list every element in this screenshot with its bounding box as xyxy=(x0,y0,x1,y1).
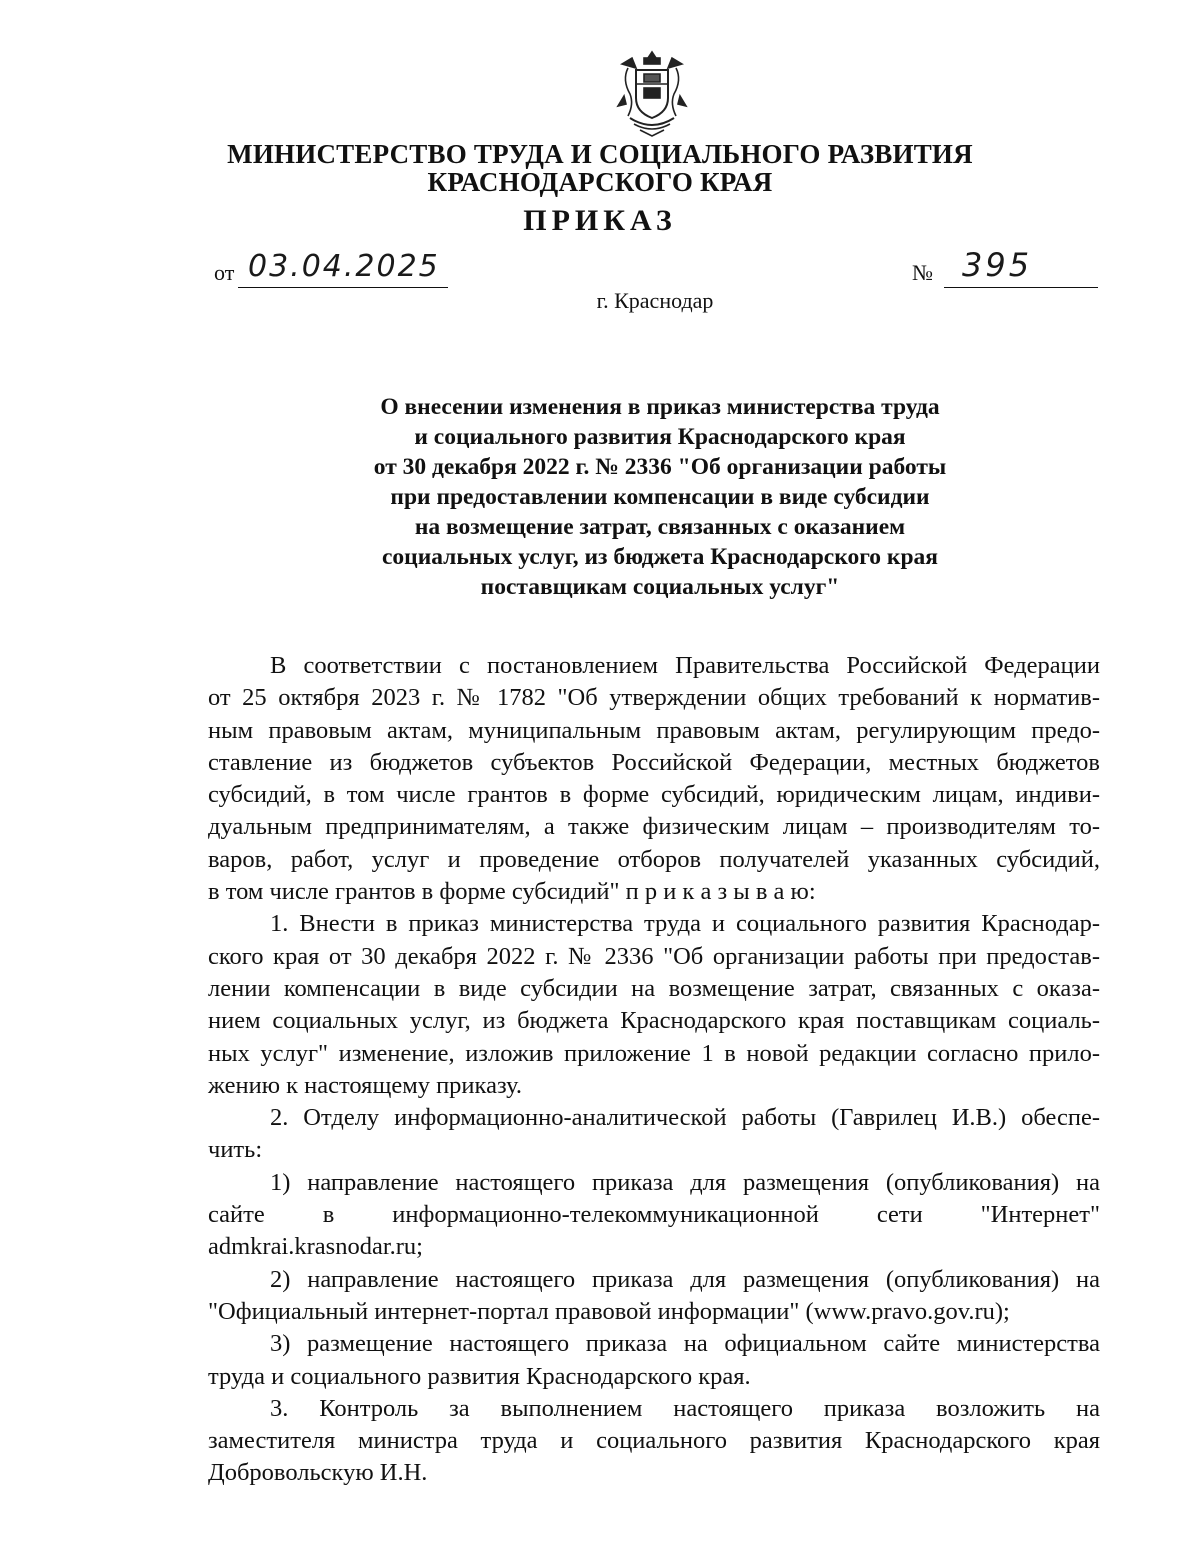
subject-line: и социального развития Краснодарского края xyxy=(414,424,906,450)
date-value-handwritten: 03.04.2025 xyxy=(248,249,440,284)
subject-line: от 30 декабря 2022 г. № 2336 "Об организации работы xyxy=(373,454,947,480)
body-line: ных услуг" изменение, изложив приложение 1 в новой редакции согласно прило- xyxy=(208,1039,1100,1067)
body-line: заместителя министра труда и социального развития Краснодарского края xyxy=(208,1427,1100,1455)
document-type-title: ПРИКАЗ xyxy=(523,204,677,237)
order-number xyxy=(912,246,1100,290)
body-line: ставление из бюджетов субъектов Российской Федерации, местных бюджетов xyxy=(208,748,1100,776)
preamble-paragraph xyxy=(208,650,1100,908)
body-line: Добровольскую И.Н. xyxy=(208,1459,428,1487)
item-3-paragraph xyxy=(208,1393,1100,1490)
number-value-handwritten: 395 xyxy=(962,246,1033,284)
item-2-1-paragraph xyxy=(208,1167,1100,1264)
body-line: 3. Контроль за выполнением настоящего приказа возложить на xyxy=(270,1394,1100,1422)
body-line: лении компенсации в виде субсидии на возмещение затрат, связанных с оказа- xyxy=(208,974,1100,1002)
item-2-3-paragraph xyxy=(208,1328,1100,1393)
body-line: admkrai.krasnodar.ru; xyxy=(208,1233,423,1261)
ministry-name-line-2: КРАСНОДАРСКОГО КРАЯ xyxy=(427,167,773,197)
subject-line: поставщикам социальных услуг" xyxy=(480,574,840,600)
body-line: сайте в информационно-телекоммуникационной сети "Интернет" xyxy=(208,1201,1100,1229)
body-line: "Официальный интернет-портал правовой информации" (www.pravo.gov.ru); xyxy=(208,1297,1010,1325)
body-line: 1) направление настоящего приказа для размещения (опубликования) на xyxy=(270,1168,1100,1196)
body-line: от 25 октября 2023 г. № 1782 "Об утверждении общих требований к норматив- xyxy=(208,684,1100,712)
body-line: В соответствии с постановлением Правительства Российской Федерации xyxy=(270,652,1100,679)
ministry-name xyxy=(0,140,1200,196)
item-1-paragraph xyxy=(208,908,1100,1102)
order-date xyxy=(214,250,454,290)
item-2-paragraph xyxy=(208,1102,1100,1167)
body-line: ным правовым актам, муниципальным правовым актам, регулирующим предо- xyxy=(208,716,1100,744)
body-line: жению к настоящему приказу. xyxy=(208,1071,523,1099)
number-prefix: № xyxy=(912,260,933,285)
body-line: 2) направление настоящего приказа для размещения (опубликования) на xyxy=(270,1265,1100,1293)
body-line: нием социальных услуг, из бюджета Краснодарского края поставщикам социаль- xyxy=(208,1007,1100,1035)
order-body xyxy=(208,650,1100,1490)
subject-line: О внесении изменения в приказ министерства труда xyxy=(380,394,940,420)
body-line: варов, работ, услуг и проведение отборов получателей указанных субсидий, xyxy=(208,845,1100,873)
body-line: субсидий, в том числе грантов в форме субсидий, юридическим лицам, индиви- xyxy=(208,781,1100,809)
body-line: дуальным предпринимателям, а также физическим лицам – производителям то- xyxy=(208,813,1100,841)
body-line: труда и социального развития Краснодарского края. xyxy=(208,1362,751,1390)
subject-line: социальных услуг, из бюджета Краснодарского края xyxy=(381,544,939,570)
body-line: ского края от 30 декабря 2022 г. № 2336 "Об организации работы при предостав- xyxy=(208,942,1100,970)
body-line: 1. Внести в приказ министерства труда и социального развития Краснодар- xyxy=(270,910,1100,938)
subject-line: при предоставлении компенсации в виде субсидии xyxy=(390,484,930,510)
ministry-name-line-1: МИНИСТЕРСТВО ТРУДА И СОЦИАЛЬНОГО РАЗВИТИЯ xyxy=(227,139,973,169)
city: г. Краснодар xyxy=(596,288,714,313)
body-line: 2. Отделу информационно-аналитической работы (Гаврилец И.В.) обеспе- xyxy=(270,1104,1100,1132)
order-subject xyxy=(300,392,1020,602)
item-2-2-paragraph xyxy=(208,1264,1100,1329)
body-line: чить: xyxy=(208,1136,263,1164)
subject-line: на возмещение затрат, связанных с оказанием xyxy=(414,514,906,540)
coat-of-arms-icon xyxy=(614,48,690,140)
body-line: 3) размещение настоящего приказа на официальном сайте министерства xyxy=(270,1330,1100,1358)
body-line: в том числе грантов в форме субсидий" п р и к а з ы в а ю: xyxy=(208,878,816,906)
date-prefix: от xyxy=(214,260,235,285)
